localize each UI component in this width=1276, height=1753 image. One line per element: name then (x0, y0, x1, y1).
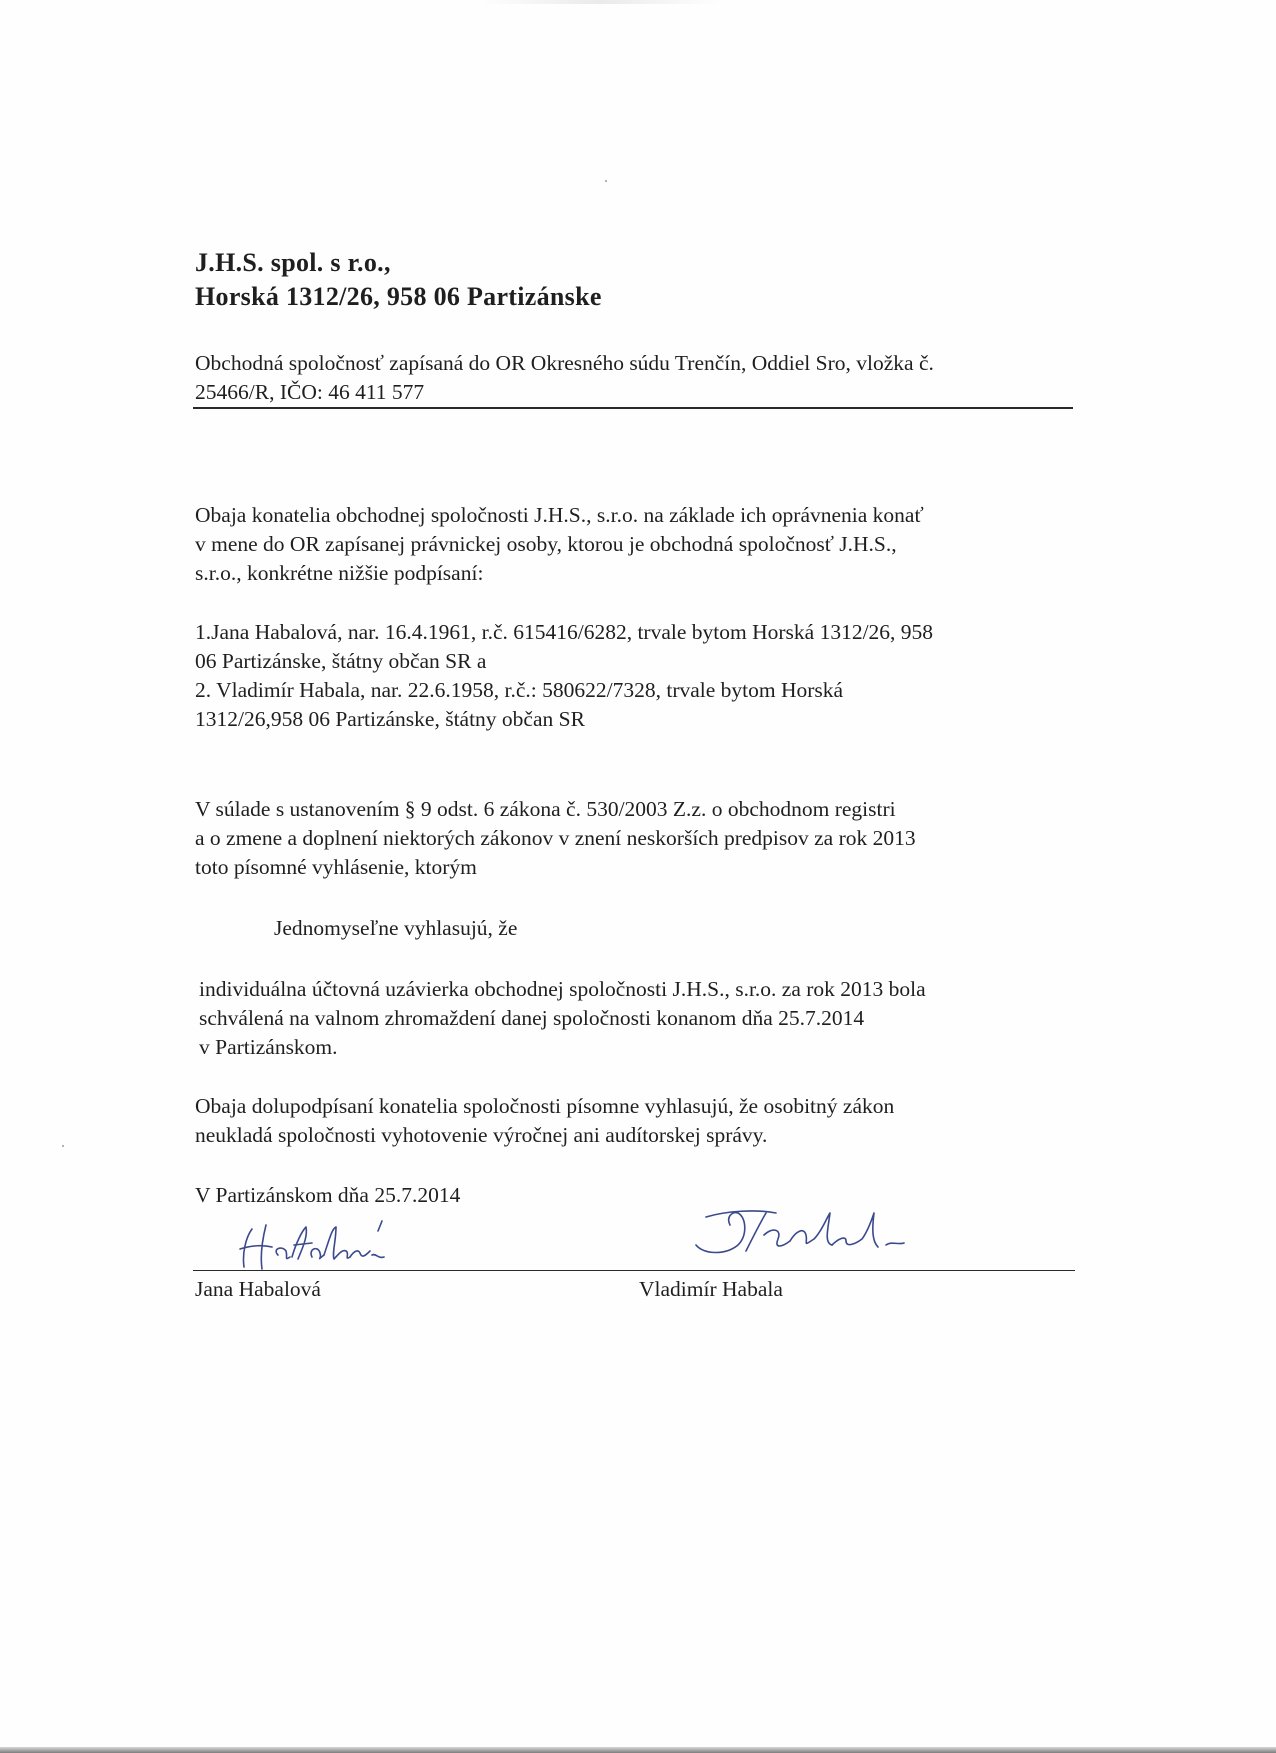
legal-basis-paragraph (195, 795, 1075, 882)
declaration-intro (274, 914, 974, 943)
statement-line: v Partizánskom. (199, 1035, 338, 1059)
statement-line: individuálna účtovná uzávierka obchodnej spoločnosti J.H.S., s.r.o. za rok 2013 bola (199, 977, 926, 1001)
statement-line: schválená na valnom zhromaždení danej spoločnosti konanom dňa 25.7.2014 (199, 1006, 865, 1030)
signature-vladimir-habala (686, 1205, 916, 1270)
signatory-name-vladimir: Vladimír Habala (639, 1277, 783, 1301)
statement-paragraph (199, 975, 1079, 1062)
registration-line: Obchodná spoločnosť zapísaná do OR Okresného súdu Trenčín, Oddiel Sro, vložka č. (195, 351, 934, 375)
scan-speck (605, 180, 607, 182)
place-date-text: V Partizánskom dňa 25.7.2014 (195, 1183, 461, 1207)
scan-edge-bottom (0, 1747, 1276, 1753)
closing-paragraph (195, 1092, 1075, 1150)
company-header (195, 246, 1075, 314)
declaration-intro-text: Jednomyseľne vyhlasujú, že (274, 916, 518, 940)
legal-basis-line: a o zmene a doplnení niektorých zákonov v znení neskorších predpisov za rok 2013 (195, 826, 916, 850)
intro-paragraph (195, 501, 1075, 588)
person-line: 1312/26,958 06 Partizánske, štátny občan SR (195, 707, 585, 731)
person-line: 06 Partizánske, štátny občan SR a (195, 649, 487, 673)
header-divider (193, 407, 1073, 409)
place-date (195, 1181, 1075, 1210)
company-name: J.H.S. spol. s r.o., (195, 248, 391, 277)
scan-edge-top (480, 0, 720, 4)
person-line: 2. Vladimír Habala, nar. 22.6.1958, r.č.: 580622/7328, trvale bytom Horská (195, 678, 844, 702)
intro-line: Obaja konatelia obchodnej spoločnosti J.H.S., s.r.o. na základe ich oprávnenia konať (195, 503, 924, 527)
person-line: 1.Jana Habalová, nar. 16.4.1961, r.č. 615416/6282, trvale bytom Horská 1312/26, 958 (195, 620, 934, 644)
scan-speck (62, 1145, 64, 1147)
intro-line: s.r.o., konkrétne nižšie podpísaní: (195, 561, 484, 585)
persons-list (195, 618, 1075, 734)
legal-basis-line: V súlade s ustanovením § 9 odst. 6 zákona č. 530/2003 Z.z. o obchodnom registri (195, 797, 896, 821)
signatory-name-jana: Jana Habalová (195, 1277, 321, 1301)
registration-line: 25466/R, IČO: 46 411 577 (195, 380, 425, 404)
intro-line: v mene do OR zapísanej právnickej osoby, ktorou je obchodná spoločnosť J.H.S., (195, 532, 897, 556)
signature-line (193, 1270, 1075, 1271)
closing-line: neukladá spoločnosti vyhotovenie výročnej ani audítorskej správy. (195, 1123, 768, 1147)
closing-line: Obaja dolupodpísaní konatelia spoločnosti písomne vyhlasujú, že osobitný zákon (195, 1094, 895, 1118)
legal-basis-line: toto písomné vyhlásenie, ktorým (195, 855, 477, 879)
company-address: Horská 1312/26, 958 06 Partizánske (195, 282, 602, 311)
registration-info (195, 349, 1075, 407)
